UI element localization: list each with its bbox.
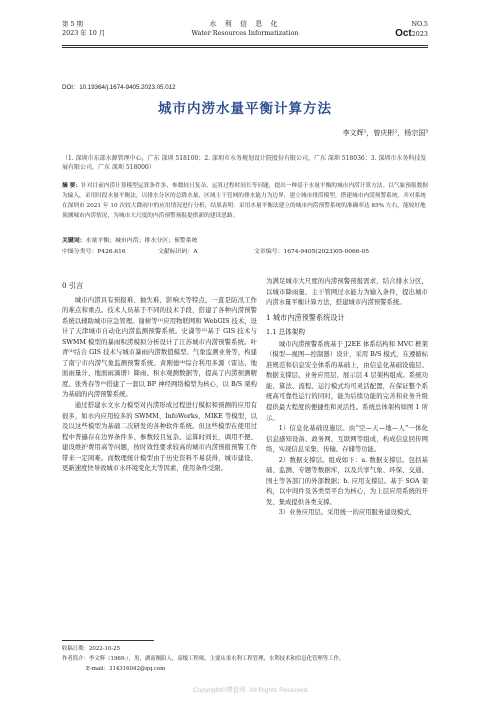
author-bio: 作者简介：李文辉（1969-），男，湖南衡阳人，高级工程师，主要从事水利工程管理、水利技术和信息化管理等工作。 (62, 656, 345, 662)
author-email: E-mail：314316042@qq.com (86, 666, 166, 672)
paragraph: 城市内涝具有预报难、抽失难、影响大等特点，一直是防汛工作的难点和重点。技术人员基于不同的技术手段，搭建了各种内涝预警系统以辅助城市应急管理。谢树等⁽¹⁾应用物联网和 WebGIS 技术，设计了天津城市自动化内涝监测预警系统。史潇等⁽²⁾基于 GIS 技术与 SWMM 模型的暴雨积涝模拟分析设计了江苏城市内涝预警系统。叶青⁽³⁾结合 GIS 技术与城市暴雨内涝数值模型、气象监测业务等，构建了南宁市内涝气象监测预警系统。黄刚德⁽⁴⁾综合利用多源（雷达、地面雨量计、地面雨滴谱）降雨、积水观测数据等，提高了内涝预测精度。张秀春等⁽⁵⁾搭建了一套以 BP 神经网络模型为核心，以 B/S 架构为基础的内涝预警系统。 (62, 296, 257, 399)
keywords (62, 235, 428, 244)
paragraph: 城市内涝预警系统基于 J2EE 体系结构和 MVC 框架（模型—视图—控制器）设计，采用 B/S 模式，在遵循标准规范和信息安全体系的基础上，由信息化基础设施层、数据支撑层、业务应用层、展示层 4 层架构组成。系统功能、算法、流程、运行模式均可灵活配置，在保证整个系统高可靠性运行的同时，能为后续功能的完善和业务升级提供最大程度的便捷性和灵活性。系统总体架构如图 1 所示。 (266, 340, 428, 422)
subsection-heading-1-1: 1.1 总体架构 (266, 328, 305, 337)
right-column (266, 277, 428, 519)
abstract-label: 摘 要： (62, 183, 82, 189)
left-column (62, 277, 257, 475)
classification-line (62, 246, 428, 255)
paragraph: 3）业务应用层。采用统一的应用服务建设模式， (278, 509, 416, 517)
abstract (62, 181, 428, 221)
issue-number: 第 5 期 (62, 20, 83, 28)
paragraph: 为满足城市大尺度的内涝预警预报需求，结合排水分区，以城市降雨量、主干管网过水能力为输入条件，提出城市内涝水量平衡计算方法，搭建城市内涝预警系统。 (266, 278, 428, 307)
issue-date: 2023 年 10 月 (62, 29, 106, 37)
received-date: 收稿日期：2022-10-25 (62, 646, 121, 652)
header-center (62, 20, 428, 38)
affiliations: （1. 深圳市东部水源管理中心，广东 深圳 518100；2. 深圳市水务规划设计院股份有限公司，广东 深圳 518036；3. 深圳市水务科技发展有限公司，广东 深圳 518000） (62, 155, 427, 172)
copyright-watermark: Copyright©博看网. All Rights Reserved. (192, 687, 310, 694)
footnote-rule (62, 640, 154, 641)
article-number: 文章编号：1674-9405(2023)05-0066-05 (254, 249, 369, 255)
footnote (62, 644, 428, 674)
header-right (395, 20, 428, 39)
section-heading-intro: 0 引言 (62, 281, 84, 290)
keywords-text: 水量平衡；城市内涝；排水分区；预警系统 (85, 238, 198, 244)
header-rule (62, 45, 428, 46)
issue-no: NO.5 (411, 20, 428, 28)
keywords-label: 关键词： (62, 237, 86, 244)
year: 2023 (411, 30, 428, 38)
article-title: 城市内涝水量平衡计算方法 (158, 101, 332, 117)
journal-name-cn: 水 利 信 息 化 (209, 20, 281, 28)
paragraph: 2）数据支撑层。组成如下：a. 数据支撑层。包括基础、监测、专题等数据库，以及共享气象、环保、交通、国土等各部门的外部数据；b. 应用支撑层。基于 SOA 架构，以中间件及各类型平台为核心，为上层应用系统的开发、集成提供各类支撑。 (266, 456, 428, 506)
journal-name-en: Water Resources Informatization (191, 29, 299, 37)
month-abbr: Oct (395, 28, 412, 39)
author-list: 李文辉¹，曾庆彬²，杨宗国³ (342, 129, 428, 137)
section-heading-1: 1 城市内涝预警系统设计 (266, 312, 345, 322)
doi-line: DOI：10.19364/j.1674-9405.2023.05.012 (62, 84, 176, 91)
running-header (62, 20, 428, 44)
document-code: 文献标识码：A (158, 249, 198, 255)
paragraph: 通过搭建水文水力模型对内涝形成过程进行模拟和预测的应用有很多，如水内应用较多的 SWMM、InfoWorks、MIKE 等模型，以及以这些模型为基础二次研发的各种软件系统。但这些模型在使用过程中普遍存在边界条件多、参数较且复杂、运算时间长，调用不便、建设维护费用高等问题，按时效性要求较高的城市内涝预报预警工作带来一定困难。而数理统计模型由于历史资料不易获得，城市建设、更新速度快导致城市水环境变化大等因素，使用条件受限。 (62, 402, 257, 473)
clc-number: 中图分类号：P426.616 (62, 249, 126, 255)
paragraph: 1）信息化基础设施层。由“空—天—地—人”一体化信息感知设备、政务网、互联网等组成，构成信息回传网络，实现信息采集、传输、存储等功能。 (266, 425, 428, 454)
header-rule-thin (62, 47, 428, 48)
abstract-text: 针对目前内涝计算模型运算条件多、参数较且复杂、运算过程时间长等问题，提出一种基于水量平衡的城市内涝计算方法。以气象预报数据为输入，采用时段水量平衡法，以排水分区的总降水量、区域主干管网的排水能力为边界，建立城市排涝模型，搭建城市内涝预警系统。并对系统在深圳市 2021 年 10 次较大降雨中的应用情况进行分析，结果表明：采用水量平衡法建立的城市内涝预警系统的准确率达 85% 左右，能较好地预测城市内涝情况，为城市大尺度的内涝预警预报提供新的建设思路。 (62, 183, 428, 219)
